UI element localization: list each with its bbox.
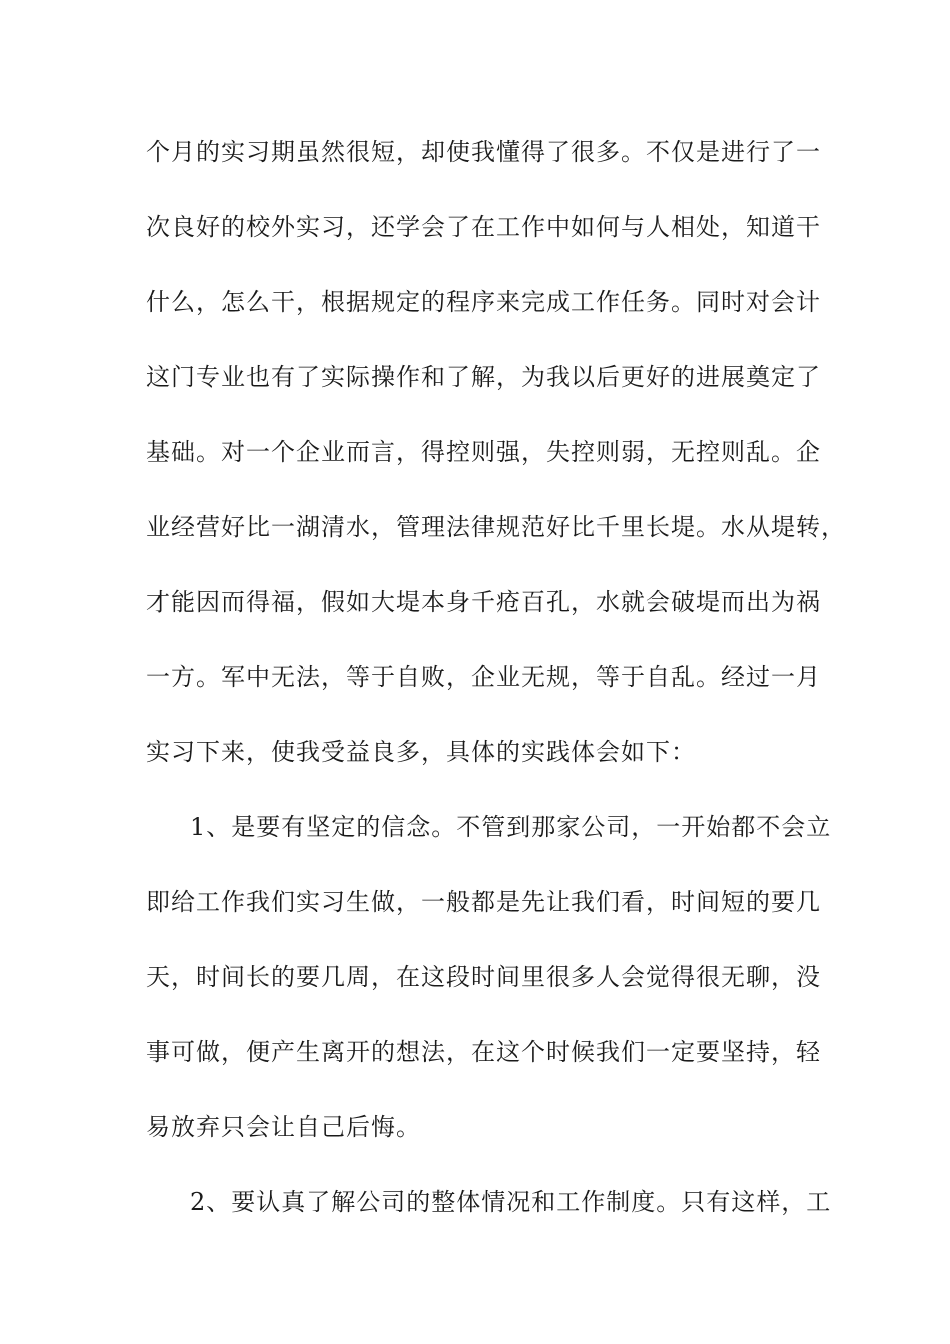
text-line: 易放弃只会让自己后悔。 bbox=[146, 1113, 421, 1141]
text-line: 什么，怎么干，根据规定的程序来完成工作任务。同时对会计 bbox=[146, 288, 821, 316]
paragraph-1-start: 1、是要有坚定的信念。不管到那家公司，一开始都不会立 bbox=[190, 813, 832, 841]
text-line: 即给工作我们实习生做，一般都是先让我们看，时间短的要几 bbox=[146, 888, 821, 916]
text-line: 事可做，便产生离开的想法，在这个时候我们一定要坚持，轻 bbox=[146, 1038, 821, 1066]
paragraph-2-start: 2、要认真了解公司的整体情况和工作制度。只有这样，工 bbox=[190, 1188, 832, 1216]
text-line: 基础。对一个企业而言，得控则强，失控则弱，无控则乱。企 bbox=[146, 438, 821, 466]
text-line: 天，时间长的要几周，在这段时间里很多人会觉得很无聊，没 bbox=[146, 963, 821, 991]
text-line: 个月的实习期虽然很短，却使我懂得了很多。不仅是进行了一 bbox=[146, 138, 821, 166]
text-line: 业经营好比一湖清水，管理法律规范好比千里长堤。水从堤转， bbox=[146, 513, 846, 541]
text-line: 实习下来，使我受益良多，具体的实践体会如下： bbox=[146, 738, 696, 766]
text-line: 才能因而得福，假如大堤本身千疮百孔，水就会破堤而出为祸 bbox=[146, 588, 821, 616]
text-line: 一方。军中无法，等于自败，企业无规，等于自乱。经过一月 bbox=[146, 663, 821, 691]
text-line: 这门专业也有了实际操作和了解，为我以后更好的进展奠定了 bbox=[146, 363, 821, 391]
text-line: 次良好的校外实习，还学会了在工作中如何与人相处，知道干 bbox=[146, 213, 821, 241]
